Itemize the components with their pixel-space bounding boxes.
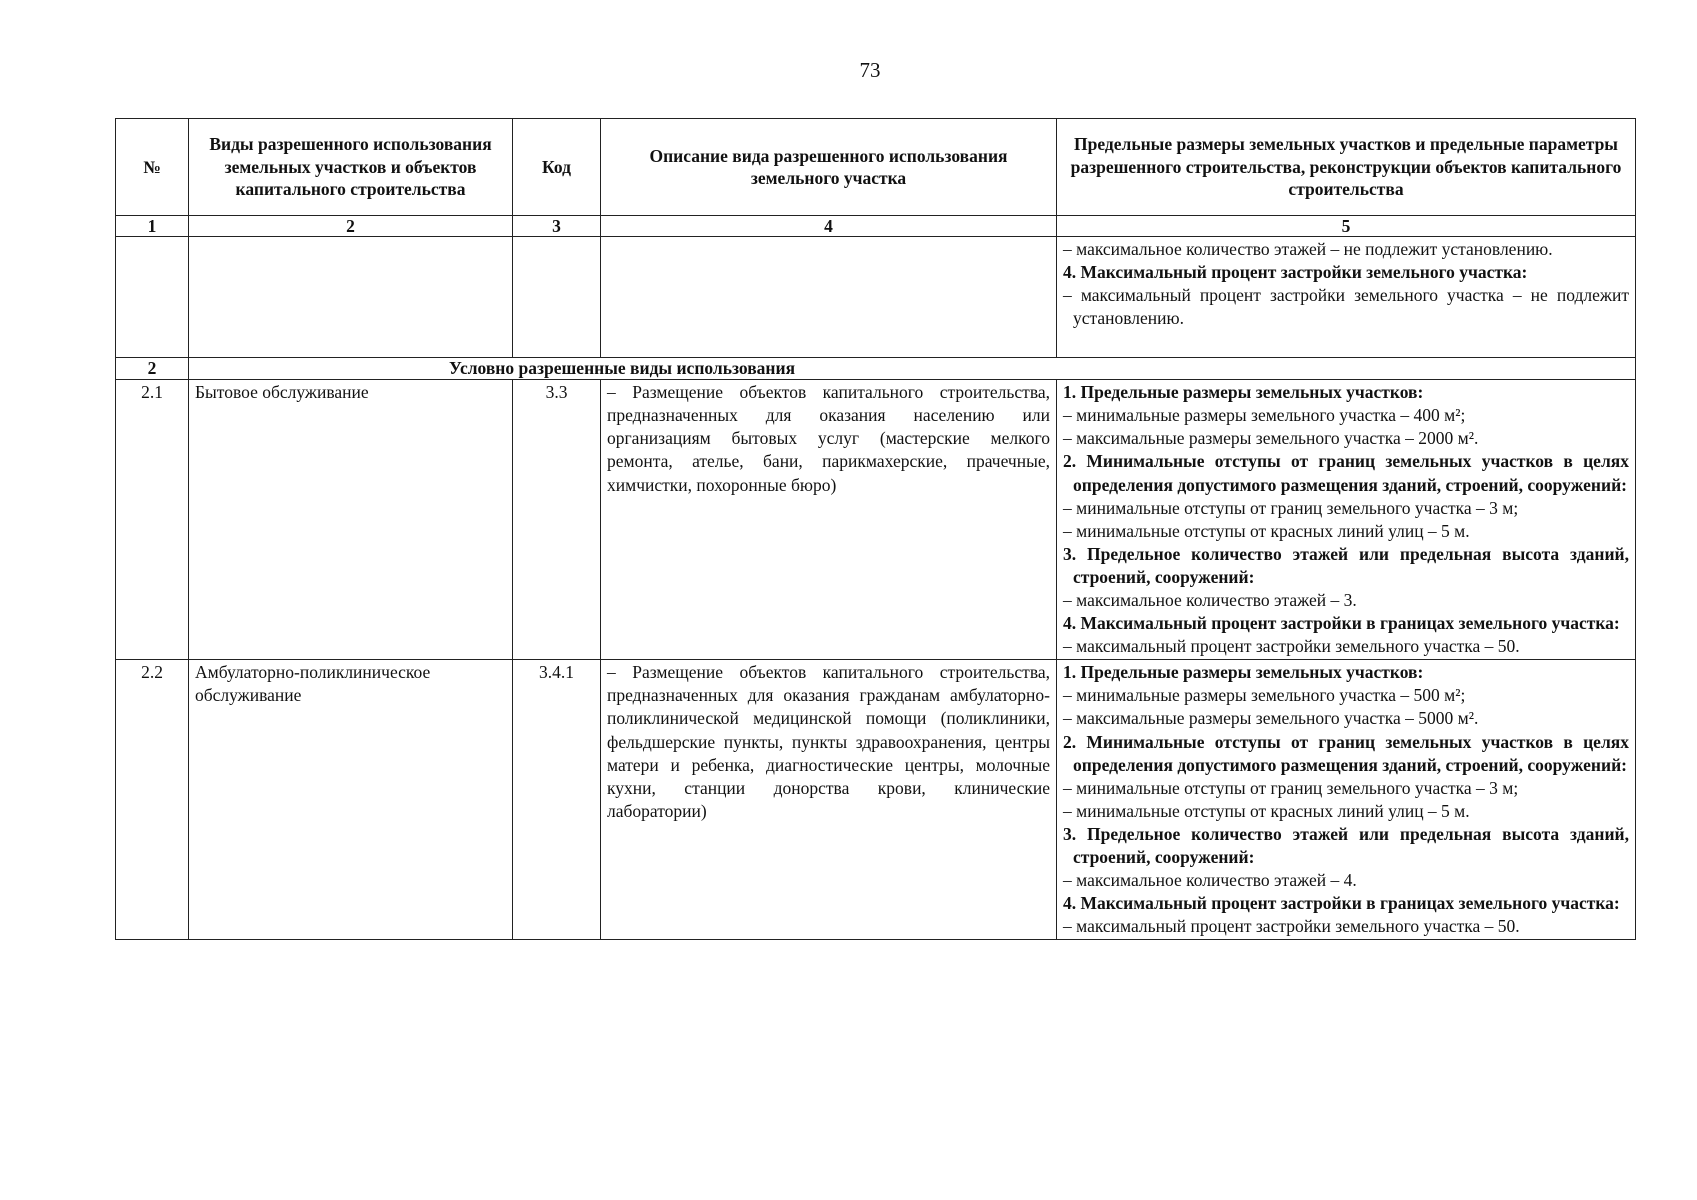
limits-indent-redline: – минимальные отступы от красных линий улиц – 5 м. [1063, 800, 1470, 821]
row-name: Бытовое обслуживание [189, 380, 513, 660]
table-row [116, 660, 1636, 940]
section-number: 2 [116, 358, 189, 380]
empty-cell [189, 237, 513, 358]
limits-max-size: – максимальные размеры земельного участка – 2000 м². [1063, 428, 1479, 449]
row-limits [1057, 380, 1636, 660]
limits-heading-size: 1. Предельные размеры земельных участков: [1063, 662, 1424, 683]
row-description: – Размещение объектов капитального строительства, предназначенных для оказания населению или организациям бытовых услуг (мастерские мелкого ремонта, ателье, бани, парикмахерские, прачечные, химчистки, похоронные бюро) [601, 380, 1057, 660]
continued-floors-line: – максимальное количество этажей – не подлежит установлению. [1063, 239, 1553, 260]
header-description: Описание вида разрешенного использования земельного участка [601, 119, 1057, 216]
continued-coverage-heading: 4. Максимальный процент застройки земельного участка: [1063, 262, 1528, 283]
limits-heading-floors: 3. Предельное количество этажей или предельная высота зданий, строений, сооружений: [1063, 543, 1629, 587]
row-limits [1057, 660, 1636, 940]
limits-heading-indents: 2. Минимальные отступы от границ земельных участков в целях определения допустимого размещения зданий, строений, сооружений: [1063, 451, 1629, 495]
empty-cell [601, 237, 1057, 358]
empty-cell [513, 237, 601, 358]
limits-heading-coverage: 4. Максимальный процент застройки в границах земельного участка: [1063, 893, 1620, 914]
column-number: 1 [116, 216, 189, 237]
limits-max-size: – максимальные размеры земельного участка – 5000 м². [1063, 708, 1479, 729]
limits-floors: – максимальное количество этажей – 4. [1063, 870, 1357, 891]
land-use-table [115, 118, 1636, 940]
limits-min-size: – минимальные размеры земельного участка – 400 м²; [1063, 405, 1466, 426]
page-number: 73 [859, 58, 881, 82]
column-number-row [116, 216, 1636, 237]
header-no: № [116, 119, 189, 216]
limits-heading-floors: 3. Предельное количество этажей или предельная высота зданий, строений, сооружений: [1063, 823, 1629, 867]
column-number: 3 [513, 216, 601, 237]
row-code: 3.4.1 [513, 660, 601, 940]
section-title: Условно разрешенные виды использования [189, 358, 1636, 380]
limits-indent-border: – минимальные отступы от границ земельного участка – 3 м; [1063, 497, 1519, 518]
limits-coverage: – максимальный процент застройки земельного участка – 50. [1063, 636, 1520, 657]
empty-cell [116, 237, 189, 358]
section-row [116, 358, 1636, 380]
column-number: 4 [601, 216, 1057, 237]
limits-floors: – максимальное количество этажей – 3. [1063, 589, 1357, 610]
limits-heading-size: 1. Предельные размеры земельных участков: [1063, 382, 1424, 403]
table-row [116, 380, 1636, 660]
continued-row [116, 237, 1636, 358]
header-code: Код [513, 119, 601, 216]
row-name: Амбулаторно-поликлиническое обслуживание [189, 660, 513, 940]
continued-limits-cell [1057, 237, 1636, 358]
row-description: – Размещение объектов капитального строительства, предназначенных для оказания гражданам амбулаторно-поликлинической медицинской помощи (поликлиники, фельдшерские пункты, пункты здравоохранения, центры матери и ребенка, диагностические центры, молочные кухни, станции донорства крови, клинические лаборатории) [601, 660, 1057, 940]
limits-indent-border: – минимальные отступы от границ земельного участка – 3 м; [1063, 777, 1519, 798]
header-types: Виды разрешенного использования земельных участков и объектов капитального строительства [189, 119, 513, 216]
table-header-row [116, 119, 1636, 216]
column-number: 2 [189, 216, 513, 237]
row-number: 2.2 [116, 660, 189, 940]
continued-coverage-line: – максимальный процент застройки земельного участка – не подлежит установлению. [1063, 285, 1629, 329]
limits-heading-coverage: 4. Максимальный процент застройки в границах земельного участка: [1063, 613, 1620, 634]
limits-indent-redline: – минимальные отступы от красных линий улиц – 5 м. [1063, 520, 1470, 541]
row-code: 3.3 [513, 380, 601, 660]
row-number: 2.1 [116, 380, 189, 660]
limits-coverage: – максимальный процент застройки земельного участка – 50. [1063, 916, 1520, 937]
limits-min-size: – минимальные размеры земельного участка – 500 м²; [1063, 685, 1466, 706]
limits-heading-indents: 2. Минимальные отступы от границ земельных участков в целях определения допустимого размещения зданий, строений, сооружений: [1063, 731, 1629, 775]
column-number: 5 [1057, 216, 1636, 237]
header-limits: Предельные размеры земельных участков и предельные параметры разрешенного строительства, реконструкции объектов капитального строительства [1057, 119, 1636, 216]
